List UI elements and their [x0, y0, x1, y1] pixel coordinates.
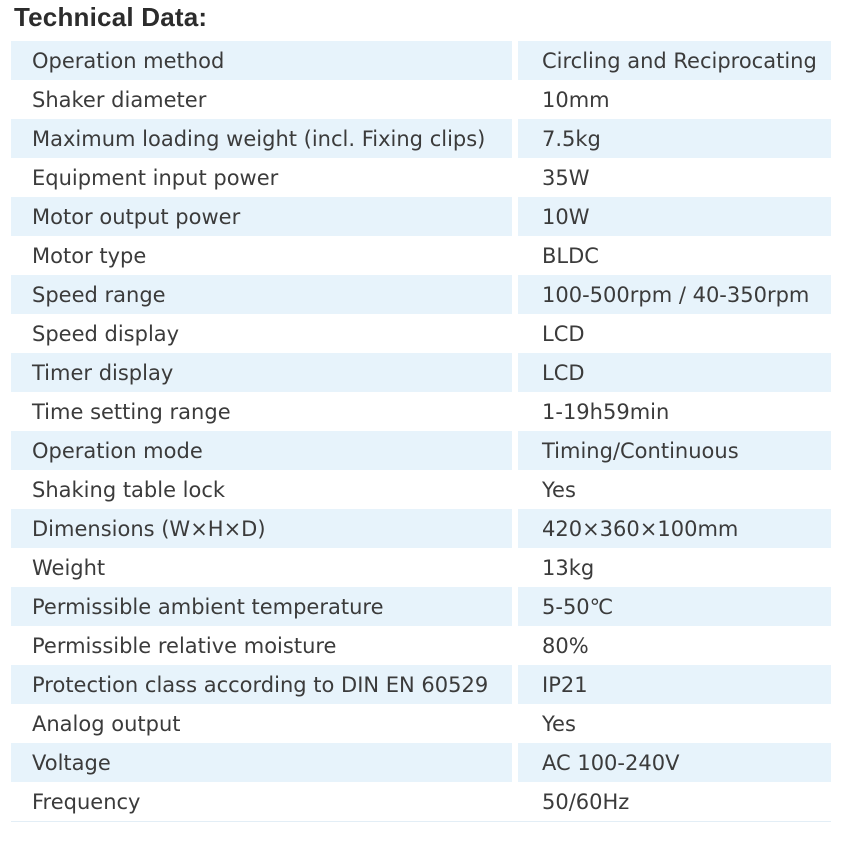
table-row	[11, 275, 831, 314]
spec-label: Motor output power	[11, 197, 512, 236]
spec-value: LCD	[518, 353, 831, 392]
spec-label: Dimensions (W×H×D)	[11, 509, 512, 548]
spec-label: Maximum loading weight (incl. Fixing clips)	[11, 119, 512, 158]
table-row	[11, 197, 831, 236]
spec-value: Yes	[518, 704, 831, 743]
table-row	[11, 392, 831, 431]
table-row	[11, 470, 831, 509]
table-row	[11, 353, 831, 392]
table-row	[11, 782, 831, 822]
spec-value: Circling and Reciprocating	[518, 41, 831, 80]
table-row	[11, 80, 831, 119]
spec-value: 80%	[518, 626, 831, 665]
spec-label: Operation mode	[11, 431, 512, 470]
spec-label: Protection class according to DIN EN 60529	[11, 665, 512, 704]
spec-label: Voltage	[11, 743, 512, 782]
spec-value: Timing/Continuous	[518, 431, 831, 470]
spec-label: Shaker diameter	[11, 80, 512, 119]
table-row	[11, 587, 831, 626]
spec-label: Timer display	[11, 353, 512, 392]
spec-label: Permissible ambient temperature	[11, 587, 512, 626]
spec-label: Weight	[11, 548, 512, 587]
table-row	[11, 431, 831, 470]
table-row	[11, 548, 831, 587]
spec-value: BLDC	[518, 236, 831, 275]
spec-label: Equipment input power	[11, 158, 512, 197]
table-row	[11, 704, 831, 743]
table-row	[11, 119, 831, 158]
spec-label: Time setting range	[11, 392, 512, 431]
spec-label: Speed range	[11, 275, 512, 314]
page-title: Technical Data:	[14, 2, 208, 32]
spec-value: Yes	[518, 470, 831, 509]
spec-value: 50/60Hz	[518, 782, 831, 821]
table-row	[11, 158, 831, 197]
spec-value: LCD	[518, 314, 831, 353]
table-row	[11, 665, 831, 704]
table-row	[11, 314, 831, 353]
spec-label: Analog output	[11, 704, 512, 743]
table-row	[11, 236, 831, 275]
spec-label: Speed display	[11, 314, 512, 353]
technical-data-table	[11, 41, 831, 822]
spec-value: 100-500rpm / 40-350rpm	[518, 275, 831, 314]
spec-label: Operation method	[11, 41, 512, 80]
spec-value: IP21	[518, 665, 831, 704]
table-row	[11, 743, 831, 782]
spec-label: Shaking table lock	[11, 470, 512, 509]
spec-value: 1-19h59min	[518, 392, 831, 431]
table-row	[11, 626, 831, 665]
spec-label: Frequency	[11, 782, 512, 821]
spec-value: 10mm	[518, 80, 831, 119]
spec-value: 13kg	[518, 548, 831, 587]
spec-value: 7.5kg	[518, 119, 831, 158]
spec-value: AC 100-240V	[518, 743, 831, 782]
spec-label: Permissible relative moisture	[11, 626, 512, 665]
spec-value: 35W	[518, 158, 831, 197]
table-row	[11, 509, 831, 548]
spec-value: 10W	[518, 197, 831, 236]
spec-label: Motor type	[11, 236, 512, 275]
spec-value: 420×360×100mm	[518, 509, 831, 548]
table-row	[11, 41, 831, 80]
spec-value: 5-50℃	[518, 587, 831, 626]
